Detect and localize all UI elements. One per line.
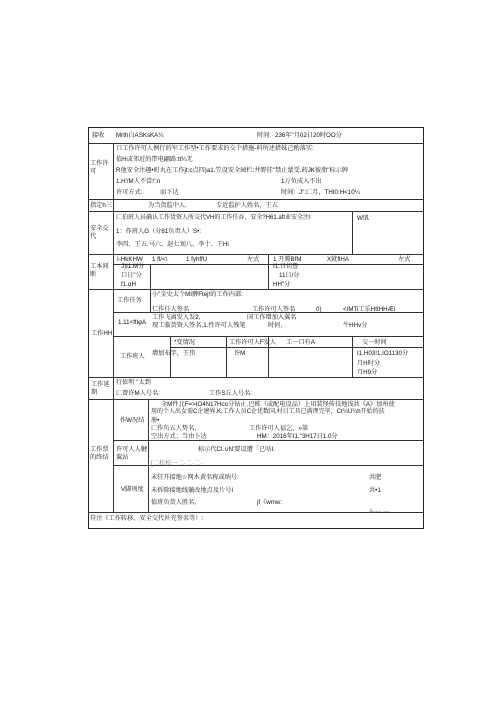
rule: [268, 254, 269, 289]
rule: [226, 336, 227, 377]
rule: [88, 199, 424, 200]
permit-line: 值H或邻近的带电翩路:tt¼无: [116, 156, 193, 163]
time-label: 时间:: [257, 132, 272, 139]
change-cell: 月H9分: [357, 369, 378, 376]
safety-line: 1：作班人G（分81负责人）S•:: [116, 228, 202, 235]
task-sign: 仁作任人签名: [152, 306, 190, 313]
handover-header: 左式: [398, 256, 411, 263]
licensor-line: [二松松一二·二·二·: [151, 460, 203, 467]
task-label: 工作任务: [117, 297, 142, 304]
handover-header: 左式: [247, 256, 260, 263]
task-sign: <IMTi工乐HttHHÆi: [343, 306, 396, 313]
handover-header: 1 fyhffU: [186, 256, 208, 263]
change-col-header: 工一口有A: [286, 339, 315, 346]
personnel-line: 工作飞离发入发2,: [152, 314, 201, 321]
situation-label: 作W况结: [120, 417, 145, 424]
rule: [88, 377, 424, 378]
personnel-line: 时何,: [268, 322, 283, 329]
handover-cell: 口日"分: [121, 272, 142, 279]
receiver-name: Mrth白ASKsKA¼: [116, 132, 164, 139]
handover-header: I-HkKHW: [117, 256, 143, 263]
safety-line: 匚伯班人员确认工作货资人所交代VH的工作任吞，安全?H61.aft业安全注I: [116, 215, 311, 221]
handover-cell: 11日/分: [279, 272, 300, 279]
permit-line: 1.H'/M人不當!':n: [116, 178, 161, 185]
extension-label: 工作延期: [91, 381, 110, 396]
permit-time-value: J":匚月，THI0:H<10¼: [299, 189, 360, 196]
task-sign: 0): [316, 306, 322, 313]
rule: [88, 143, 424, 144]
situation-line: 空出方式：当由卜达: [151, 433, 207, 440]
designate-label: 指定h三: [90, 202, 113, 209]
rule: [150, 264, 151, 289]
situation-line: 匚作负五人势名,: [151, 425, 197, 432]
task-sign: 工作许可人签名: [252, 306, 296, 313]
permit-method: 许可方式:: [116, 189, 143, 196]
handover-header: 1 开腾BfM: [273, 256, 302, 263]
work-change-label: 工作HH: [91, 330, 113, 337]
change-cell: 许M: [234, 350, 246, 357]
permit-line: R他安全注趣•町丸在工作jt:c点四)a1.笠设安全园栏:井野挂"禁止蒙受.药JK彼脂"标示牌: [116, 167, 349, 174]
time-value: 236年"月02日20时OO分: [275, 132, 342, 139]
permit-line: 口工作许可人例行的军工作型•工作要求的交个措施-料所述措妹己酌落实:: [116, 145, 314, 152]
situation-line: HM：2016年I1."3H17日1.0分: [257, 433, 338, 440]
designate-text: 为当货监中人.: [148, 202, 187, 209]
situation-line: 全M件北F=>IO4N17Hco分钻止.巴栋（或配电设品）上用装怪传技地浅共《A》加州使: [161, 401, 395, 408]
situation-line: 用的个人出女需C企建界.K,工作人员C企优数国,村日工具已满理完毕，Cℓ¼U¼h开始的扶: [151, 409, 385, 415]
handover-cell: f1.αH: [121, 281, 136, 288]
v-line: jf《wmw:: [257, 499, 283, 506]
safety-line: W肌: [357, 215, 370, 222]
v-line: 共肥: [369, 474, 382, 481]
rule: [88, 254, 424, 255]
v-line: 值班负货人胜名,: [151, 499, 197, 506]
extension-line: 工作S丘人号名:: [209, 390, 252, 397]
change-col-header: 交一时间: [362, 339, 387, 346]
personnel-code: 1.11<ftlφA: [118, 319, 147, 326]
permit-method-value: 而下达: [160, 189, 179, 196]
remarks: 符注《工作转移、安全交代补充签名等）:: [90, 515, 204, 522]
extension-line: 匚曾许M人号名:: [116, 390, 160, 397]
change-cell: 增加布字，王伟: [152, 350, 196, 357]
licensor-label: 许可人人腱翼站: [116, 446, 147, 461]
work-ticket-form: [88, 127, 424, 529]
v-line: A---- ---: [369, 508, 390, 515]
change-cell: I1.H03!1.IO1130分: [357, 350, 409, 357]
change-col-header: *变情况: [174, 339, 195, 346]
personnel-line: 现工临货资人签名,1.性许可人残笔: [152, 322, 246, 329]
handover-cell: HH"分: [273, 281, 291, 288]
safety-line: 李四、王五.马六、赵七划八、李十、王Hi: [116, 241, 229, 248]
situation-line: 册•: [151, 417, 160, 424]
handover-header: 1 fl/<\: [152, 256, 168, 263]
members-label: 工作班人: [120, 353, 145, 360]
rule: [88, 211, 424, 212]
rule: [352, 211, 353, 254]
rule: [113, 143, 114, 512]
personnel-line: 国工作增加入翼名: [247, 314, 297, 321]
permit-line: 1万负成入不出: [281, 178, 322, 185]
licensor-line: 标示代Cl.∪N'要设遭「已咕I.: [198, 446, 275, 453]
rule: [88, 399, 424, 400]
handover-cell: J)I1.M分: [121, 263, 145, 270]
v-label: V脚刑度: [121, 486, 144, 493]
extension-line: 行依明 "太到: [116, 379, 151, 386]
v-line: 共•1: [369, 487, 381, 494]
safety-label: 安全交代: [90, 225, 109, 240]
v-line: 未狂开接地☆网木黄名称或纳号:: [151, 474, 239, 481]
rule: [352, 336, 353, 377]
permit-time-label: 时间:: [281, 189, 296, 196]
designate-guardian: 专近监护人姓名，王五: [216, 202, 278, 209]
handover-cell: I1.日切鲁: [273, 263, 299, 270]
termination-label: 工作票的终结: [90, 446, 109, 461]
v-line: 未拆除接地线躺改地点及片号I: [151, 487, 234, 494]
interruption-label: 工本间断: [90, 263, 109, 278]
change-col-header: 工作许可人F发人: [229, 339, 277, 346]
rule: [150, 289, 151, 312]
personnel-line: 牛HHv分: [343, 322, 368, 329]
rule: [170, 347, 424, 348]
handover-header: X就flHA: [327, 256, 350, 263]
rule: [88, 289, 424, 290]
change-cell: 月H时分: [357, 360, 381, 367]
task-text: 小"金史太个MI髀Ftej!的工作内部:: [152, 291, 243, 298]
receive-label: 接收: [92, 132, 105, 139]
work-permit-label: 工作许可: [90, 160, 109, 175]
situation-line: 工作许可人福乞，»第: [249, 425, 309, 432]
rule: [148, 399, 149, 512]
